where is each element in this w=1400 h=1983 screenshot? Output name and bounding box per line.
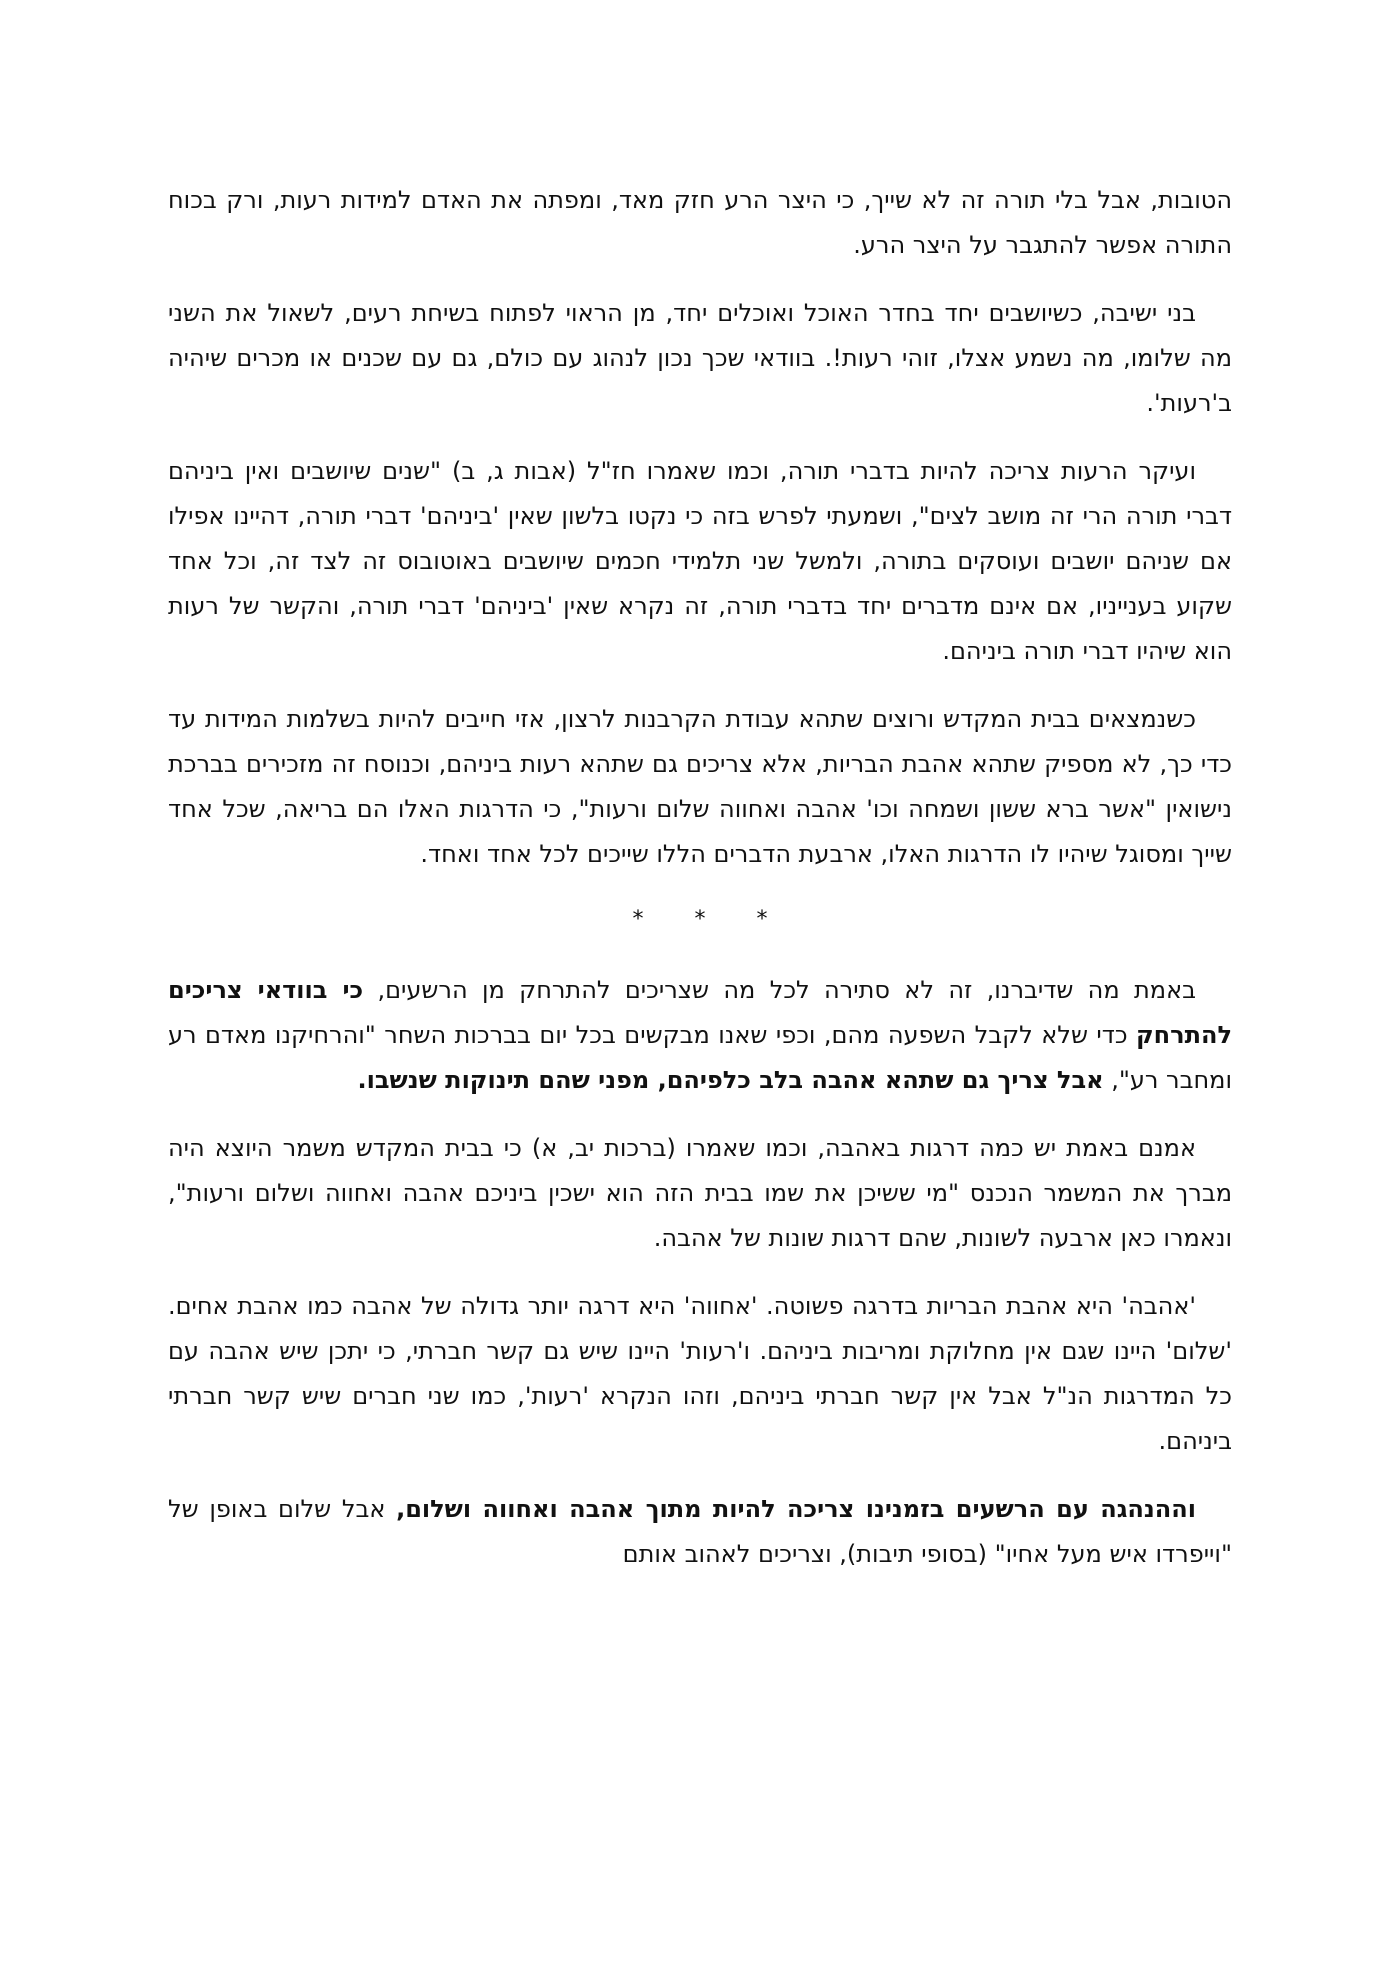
document-page bbox=[168, 178, 1232, 1600]
separator-star: * bbox=[632, 907, 644, 932]
paragraph-7 bbox=[168, 1284, 1232, 1464]
paragraph-5-text: באמת מה שדיברנו, זה לא סתירה לכל מה שצריכים להתרחק מן הרשעים, bbox=[363, 976, 1196, 1004]
paragraph-6 bbox=[168, 1126, 1232, 1261]
separator-star: * bbox=[694, 907, 706, 932]
paragraph-5-bold-2: אבל צריך גם שתהא אהבה בלב כלפיהם, מפני שהם תינוקות שנשבו. bbox=[357, 1066, 1104, 1094]
paragraph-1 bbox=[168, 178, 1232, 268]
paragraph-5-text-2: כדי שלא לקבל השפעה מהם, וכפי שאנו מבקשים בכל יום בברכות השחר "והרחיקנו מאדם רע ומחבר רע", bbox=[168, 1021, 1232, 1094]
paragraph-5-bold-1: כי בוודאי צריכים להתרחק bbox=[168, 976, 1232, 1049]
separator-star: * bbox=[756, 907, 768, 932]
paragraph-7-text: 'אהבה' היא אהבת הבריות בדרגה פשוטה. 'אחווה' היא דרגה יותר גדולה של אהבה כמו אהבת אחים. 'שלום' היינו שגם אין מחלוקת ומריבות ביניהם. ו'רעות' היינו שיש גם קשר חברתי, כי יתכן שיש אהבה עם כל המדרגות הנ"ל אבל אין קשר חברתי ביניהם, וזהו הנקרא 'רעות', כמו שני חברים שיש קשר חברתי ביניהם. bbox=[168, 1292, 1232, 1455]
paragraph-8-text: אבל שלום באופן של "וייפרדו איש מעל אחיו" (בסופי תיבות), וצריכים לאהוב אותם bbox=[168, 1495, 1232, 1568]
paragraph-6-text: אמנם באמת יש כמה דרגות באהבה, וכמו שאמרו (ברכות יב, א) כי בבית המקדש משמר היוצא היה מברך את המשמר הנכנס "מי ששיכן את שמו בבית הזה הוא ישכין ביניכם אהבה ואחווה ושלום ורעות", ונאמרו כאן ארבעה לשונות, שהם דרגות שונות של אהבה. bbox=[168, 1134, 1232, 1252]
paragraph-3 bbox=[168, 449, 1232, 674]
paragraph-2-text: בני ישיבה, כשיושבים יחד בחדר האוכל ואוכלים יחד, מן הראוי לפתוח בשיחת רעים, לשאול את השני מה שלומו, מה נשמע אצלו, זוהי רעות!. בוודאי שכך נכון לנהוג עם כולם, גם עם שכנים או מכרים שיהיה ב'רעות'. bbox=[168, 299, 1232, 417]
section-separator bbox=[168, 900, 1232, 940]
paragraph-4-text: כשנמצאים בבית המקדש ורוצים שתהא עבודת הקרבנות לרצון, אזי חייבים להיות בשלמות המידות עד כדי כך, לא מספיק שתהא אהבת הבריות, אלא צריכים גם שתהא רעות ביניהם, וכנוסח זה מזכירים בברכת נישואין "אשר ברא ששון ושמחה וכו' אהבה ואחווה שלום ורעות", כי הדרגות האלו הם בריאה, שכל אחד שייך ומסוגל שיהיו לו הדרגות האלו, ארבעת הדברים הללו שייכים לכל אחד ואחד. bbox=[168, 705, 1232, 868]
paragraph-8 bbox=[168, 1487, 1232, 1577]
paragraph-8-bold: וההנהגה עם הרשעים בזמנינו צריכה להיות מתוך אהבה ואחווה ושלום, bbox=[396, 1495, 1197, 1523]
paragraph-4 bbox=[168, 697, 1232, 877]
paragraph-3-text: ועיקר הרעות צריכה להיות בדברי תורה, וכמו שאמרו חז"ל (אבות ג, ב) "שנים שיושבים ואין ביניהם דברי תורה הרי זה מושב לצים", ושמעתי לפרש בזה כי נקטו בלשון שאין 'ביניהם' דברי תורה, דהיינו אפילו אם שניהם יושבים ועוסקים בתורה, ולמשל שני תלמידי חכמים שיושבים באוטובוס זה לצד זה, וכל אחד שקוע בענייניו, אם אינם מדברים יחד בדברי תורה, זה נקרא שאין 'ביניהם' דברי תורה, והקשר של רעות הוא שיהיו דברי תורה ביניהם. bbox=[168, 457, 1232, 665]
paragraph-2 bbox=[168, 291, 1232, 426]
paragraph-1-text: הטובות, אבל בלי תורה זה לא שייך, כי היצר הרע חזק מאד, ומפתה את האדם למידות רעות, ורק בכוח התורה אפשר להתגבר על היצר הרע. bbox=[168, 186, 1232, 259]
paragraph-5 bbox=[168, 968, 1232, 1103]
